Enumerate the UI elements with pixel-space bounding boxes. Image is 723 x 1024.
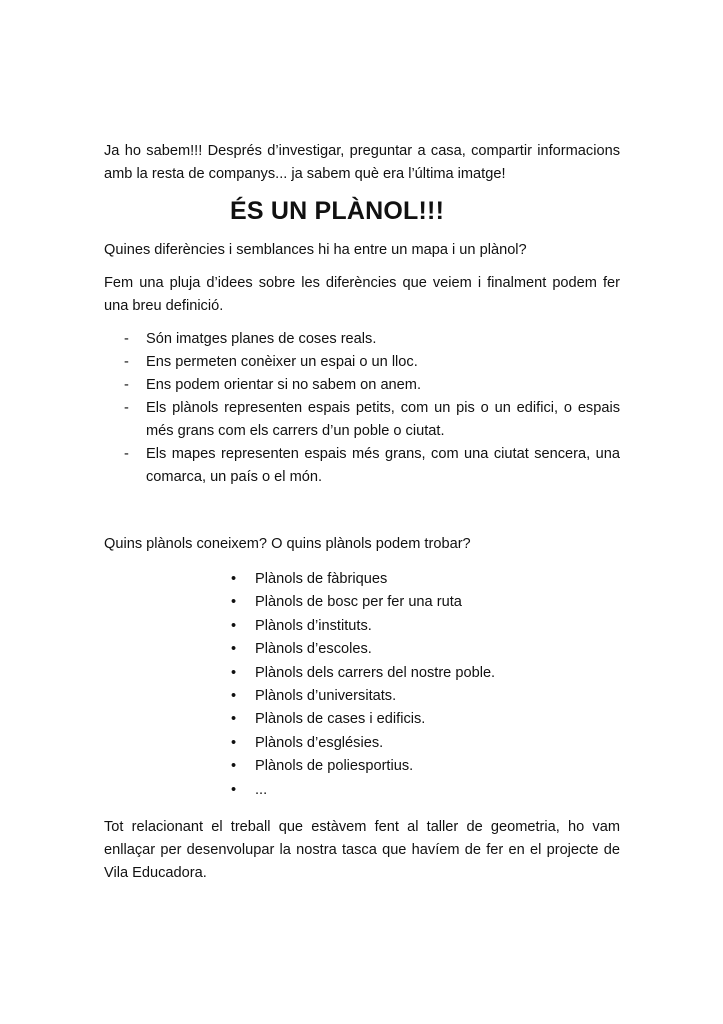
bullet-icon: • xyxy=(231,664,237,681)
dash-marker: - xyxy=(124,377,129,393)
list-item xyxy=(104,443,620,489)
bullet-icon: • xyxy=(231,594,237,611)
list-item-text: Plànols d’esglésies. xyxy=(255,734,384,751)
list-item xyxy=(104,638,620,661)
list-item-text: Els mapes representen espais més grans, com una ciutat sencera, una comarca, un país o el món. xyxy=(146,446,620,485)
list-item-text: Plànols de fàbriques xyxy=(255,571,388,587)
list-item xyxy=(104,591,620,614)
dash-marker: - xyxy=(124,354,129,370)
closing-paragraph: Tot relacionant el treball que estàvem fent al taller de geometria, ho vam enllaçar per desenvolupar la nostra tasca que havíem de fer en el projecte de Vila Educadora. xyxy=(104,819,620,882)
plan-types-list xyxy=(104,568,620,802)
bullet-icon: • xyxy=(231,617,237,634)
list-item xyxy=(104,708,620,731)
list-item xyxy=(104,374,620,397)
list-item xyxy=(104,615,620,638)
question-map-vs-plan: Quines diferències i semblances hi ha entre un mapa i un plànol? xyxy=(104,242,527,258)
brainstorm-paragraph: Fem una pluja d’idees sobre les diferències que veiem i finalment podem fer una breu definició. xyxy=(104,275,620,314)
bullet-icon: • xyxy=(231,734,237,751)
bullet-icon: • xyxy=(231,781,237,798)
intro-paragraph: Ja ho sabem!!! Després d’investigar, preguntar a casa, compartir informacions amb la resta de companys... ja sabem què era l’última imatge! xyxy=(104,143,620,182)
list-item xyxy=(104,755,620,778)
list-item-text: Plànols de cases i edificis. xyxy=(255,711,426,728)
list-item-text: ... xyxy=(255,781,268,798)
list-item-text: Ens podem orientar si no sabem on anem. xyxy=(146,377,422,393)
list-item-text: Plànols dels carrers del nostre poble. xyxy=(255,664,496,681)
dash-marker: - xyxy=(124,446,129,462)
list-item xyxy=(104,568,620,591)
page-title: ÉS UN PLÀNOL!!! xyxy=(230,197,445,225)
dash-marker: - xyxy=(124,400,129,416)
differences-list xyxy=(104,328,620,489)
list-item-text: Plànols d’universitats. xyxy=(255,688,397,705)
question-known-plans: Quins plànols coneixem? O quins plànols podem trobar? xyxy=(104,536,471,552)
bullet-icon: • xyxy=(231,571,237,587)
list-item xyxy=(104,397,620,443)
list-item-text: Plànols de bosc per fer una ruta xyxy=(255,594,462,611)
list-item-text: Plànols d’instituts. xyxy=(255,617,372,634)
list-item-text: Ens permeten conèixer un espai o un lloc. xyxy=(146,354,418,370)
list-item-text: Plànols de poliesportius. xyxy=(255,758,414,775)
list-item-text: Els plànols representen espais petits, com un pis o un edifici, o espais més grans com els carrers d’un poble o ciutat. xyxy=(146,400,620,439)
bullet-icon: • xyxy=(231,758,237,775)
list-item xyxy=(104,351,620,374)
list-item xyxy=(104,328,620,351)
dash-marker: - xyxy=(124,331,129,347)
list-item-text: Són imatges planes de coses reals. xyxy=(146,331,377,347)
list-item xyxy=(104,662,620,685)
list-item xyxy=(104,779,620,802)
list-item xyxy=(104,685,620,708)
bullet-icon: • xyxy=(231,711,237,728)
document-page xyxy=(104,140,620,885)
list-item-text: Plànols d’escoles. xyxy=(255,641,372,658)
list-item xyxy=(104,732,620,755)
bullet-icon: • xyxy=(231,641,237,658)
bullet-icon: • xyxy=(231,688,237,705)
